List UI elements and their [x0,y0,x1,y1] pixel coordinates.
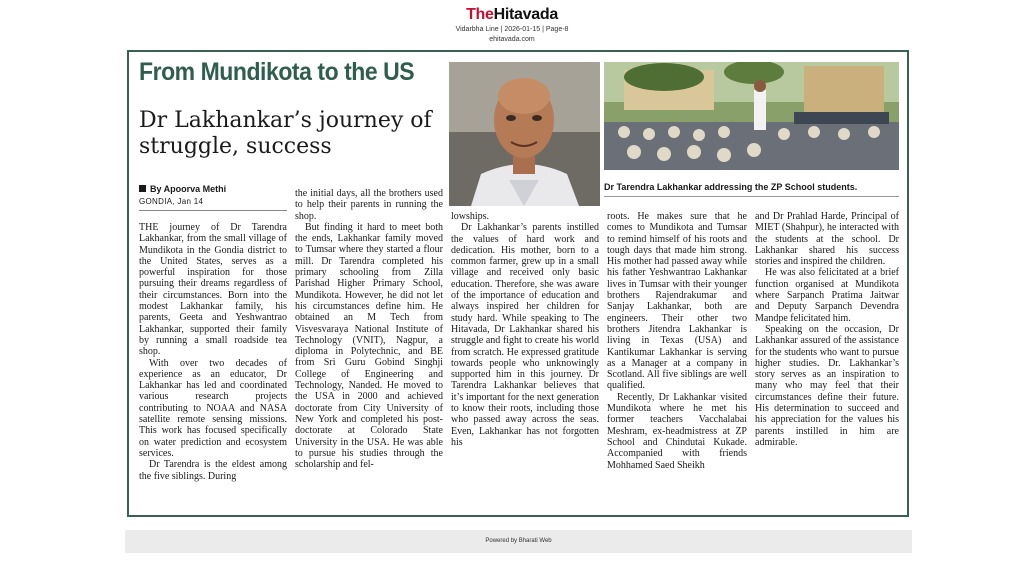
column-5 [755,211,899,448]
paragraph: and Dr Prahlad Harde, Principal of MIET (Shahpur), he interacted with the students at the school. Dr Lakhankar shared his success stories and inspired the children. [755,211,899,268]
site-link[interactable]: ehitavada.com [489,36,535,43]
paragraph: the initial days, all the brothers used to help their parents in running the shop. [295,188,443,222]
byline-text: By Apoorva Methi [150,184,227,194]
paragraph: He was also felicitated at a brief function organised at Mundikota where Sarpanch Pratima Jaitwar and Deputy Sarpanch Devendra Mandpe felicitated him. [755,267,899,324]
paragraph: THE journey of Dr Tarendra Lakhankar, from the small village of Mundikota in the Gondia district to the United States, serves as a powerful inspiration for those pursuing their dreams regardless of their circumstances. Born into the modest Lakhankar family, his parents, Geeta and Yeshwantrao Lakhankar, supported their family by running a small roadside tea shop. [139,222,287,358]
paragraph: Dr Lakhankar’s parents instilled the values of hard work and dedication. His mother, born to a common farmer, grew up in a small village and received only basic education. Therefore, she was aware of the importance of education and always inspired her children for study hard. While speaking to The Hitavada, Dr Lakhankar shared his struggle and fight to create his world from scratch. He expressed gratitude towards people who unknowingly supported him in this journey. Dr Tarendra Lakhankar believes that it’s important for the next generation to know their roots, including those who passed away across the seas. Even, Lakhankar has not forgotten his [451,222,599,448]
dateline: GONDIA, Jan 14 [139,197,204,206]
footer [125,530,912,553]
photo-caption: Dr Tarendra Lakhankar addressing the ZP School students. [604,182,858,192]
paragraph: Dr Tarendra is the eldest among the five siblings. During [139,459,287,482]
byline [139,184,226,195]
paragraph: Speaking on the occasion, Dr Lakhankar assured of the assistance for the students who want to pursue higher studies. Dr. Lakhankar’s story serves as an inspiration to many who may feel that their circumstances define their future. His determination to succeed and his appreciation for the values his parents instilled in him are admirable. [755,323,899,448]
event-photo [604,62,899,170]
paragraph: But finding it hard to meet both the ends, Lakhankar family moved to Tumsar where they started a flour mill. Dr Tarendra completed his primary schooling from Zilla Parishad Higher Primary School, Mundikota. However, he did not let his circumstances define him. He obtained an M Tech from Visvesvaraya National Institute of Technology (VNIT), Nagpur, a diploma in Polytechnic, and BE from Sri Guru Gobind Singhji College of Engineering and Technology, Nanded. He moved to the USA in 2000 and achieved doctorate from City University of New York and completed his post-doctorate at Colorado State University in the USA. He was able to pursue his studies through the scholarship and fel- [295,221,443,471]
portrait-image [449,62,600,206]
square-bullet-icon [139,185,146,192]
paragraph: roots. He makes sure that he comes to Mundikota and Tumsar to remind himself of his roots and tough days that made him strong. His mother had passed away while his father Yeshwantrao Lakhankar lives in Tumsar with their younger brothers Rajendrakumar and Sanjay Lakhankar, both are engineers. Their other two brothers Jitendra Lakhankar is living in Texas (USA) and Kantikumar Lakhankar is serving as a Manager at a company in Scotland. All five siblings are well qualified. [607,211,747,392]
paragraph: lowships. [451,211,490,222]
column-2 [295,188,443,470]
headline: From Mundikota to the US [139,58,415,86]
byline-divider [139,210,287,211]
column-3 [451,211,599,448]
portrait-photo [449,62,600,206]
masthead [0,6,1024,44]
article-box [127,50,909,517]
paragraph: Recently, Dr Lakhankar visited Mundikota where he met his former teachers Vacchalabai Meshram, ex-headmistress at ZP School and Chindutai Kukade. Accompanied with friends Mohhamed Saed Sheikh [607,391,747,471]
logo-brand: Hitavada [493,6,558,23]
paragraph: With over two decades of experience as an educator, Dr Lakhankar has led and coordinated various research projects contributing to NOAA and NASA satellite remote sensing missions. This work has focused specifically on water prediction and ecosystem services. [139,357,287,459]
column-1 [139,222,287,482]
logo-the: The [466,6,494,23]
footer-credit[interactable]: Powered by Bharati Web [485,538,552,544]
event-image [604,62,899,170]
column-4 [607,211,747,471]
subheadline: Dr Lakhankar’s journey of struggle, success [139,108,432,159]
edition-line: Vidarbha Line | 2026-01-15 | Page-8 [455,26,569,33]
caption-divider [604,196,899,197]
newspaper-logo[interactable] [0,6,1024,24]
